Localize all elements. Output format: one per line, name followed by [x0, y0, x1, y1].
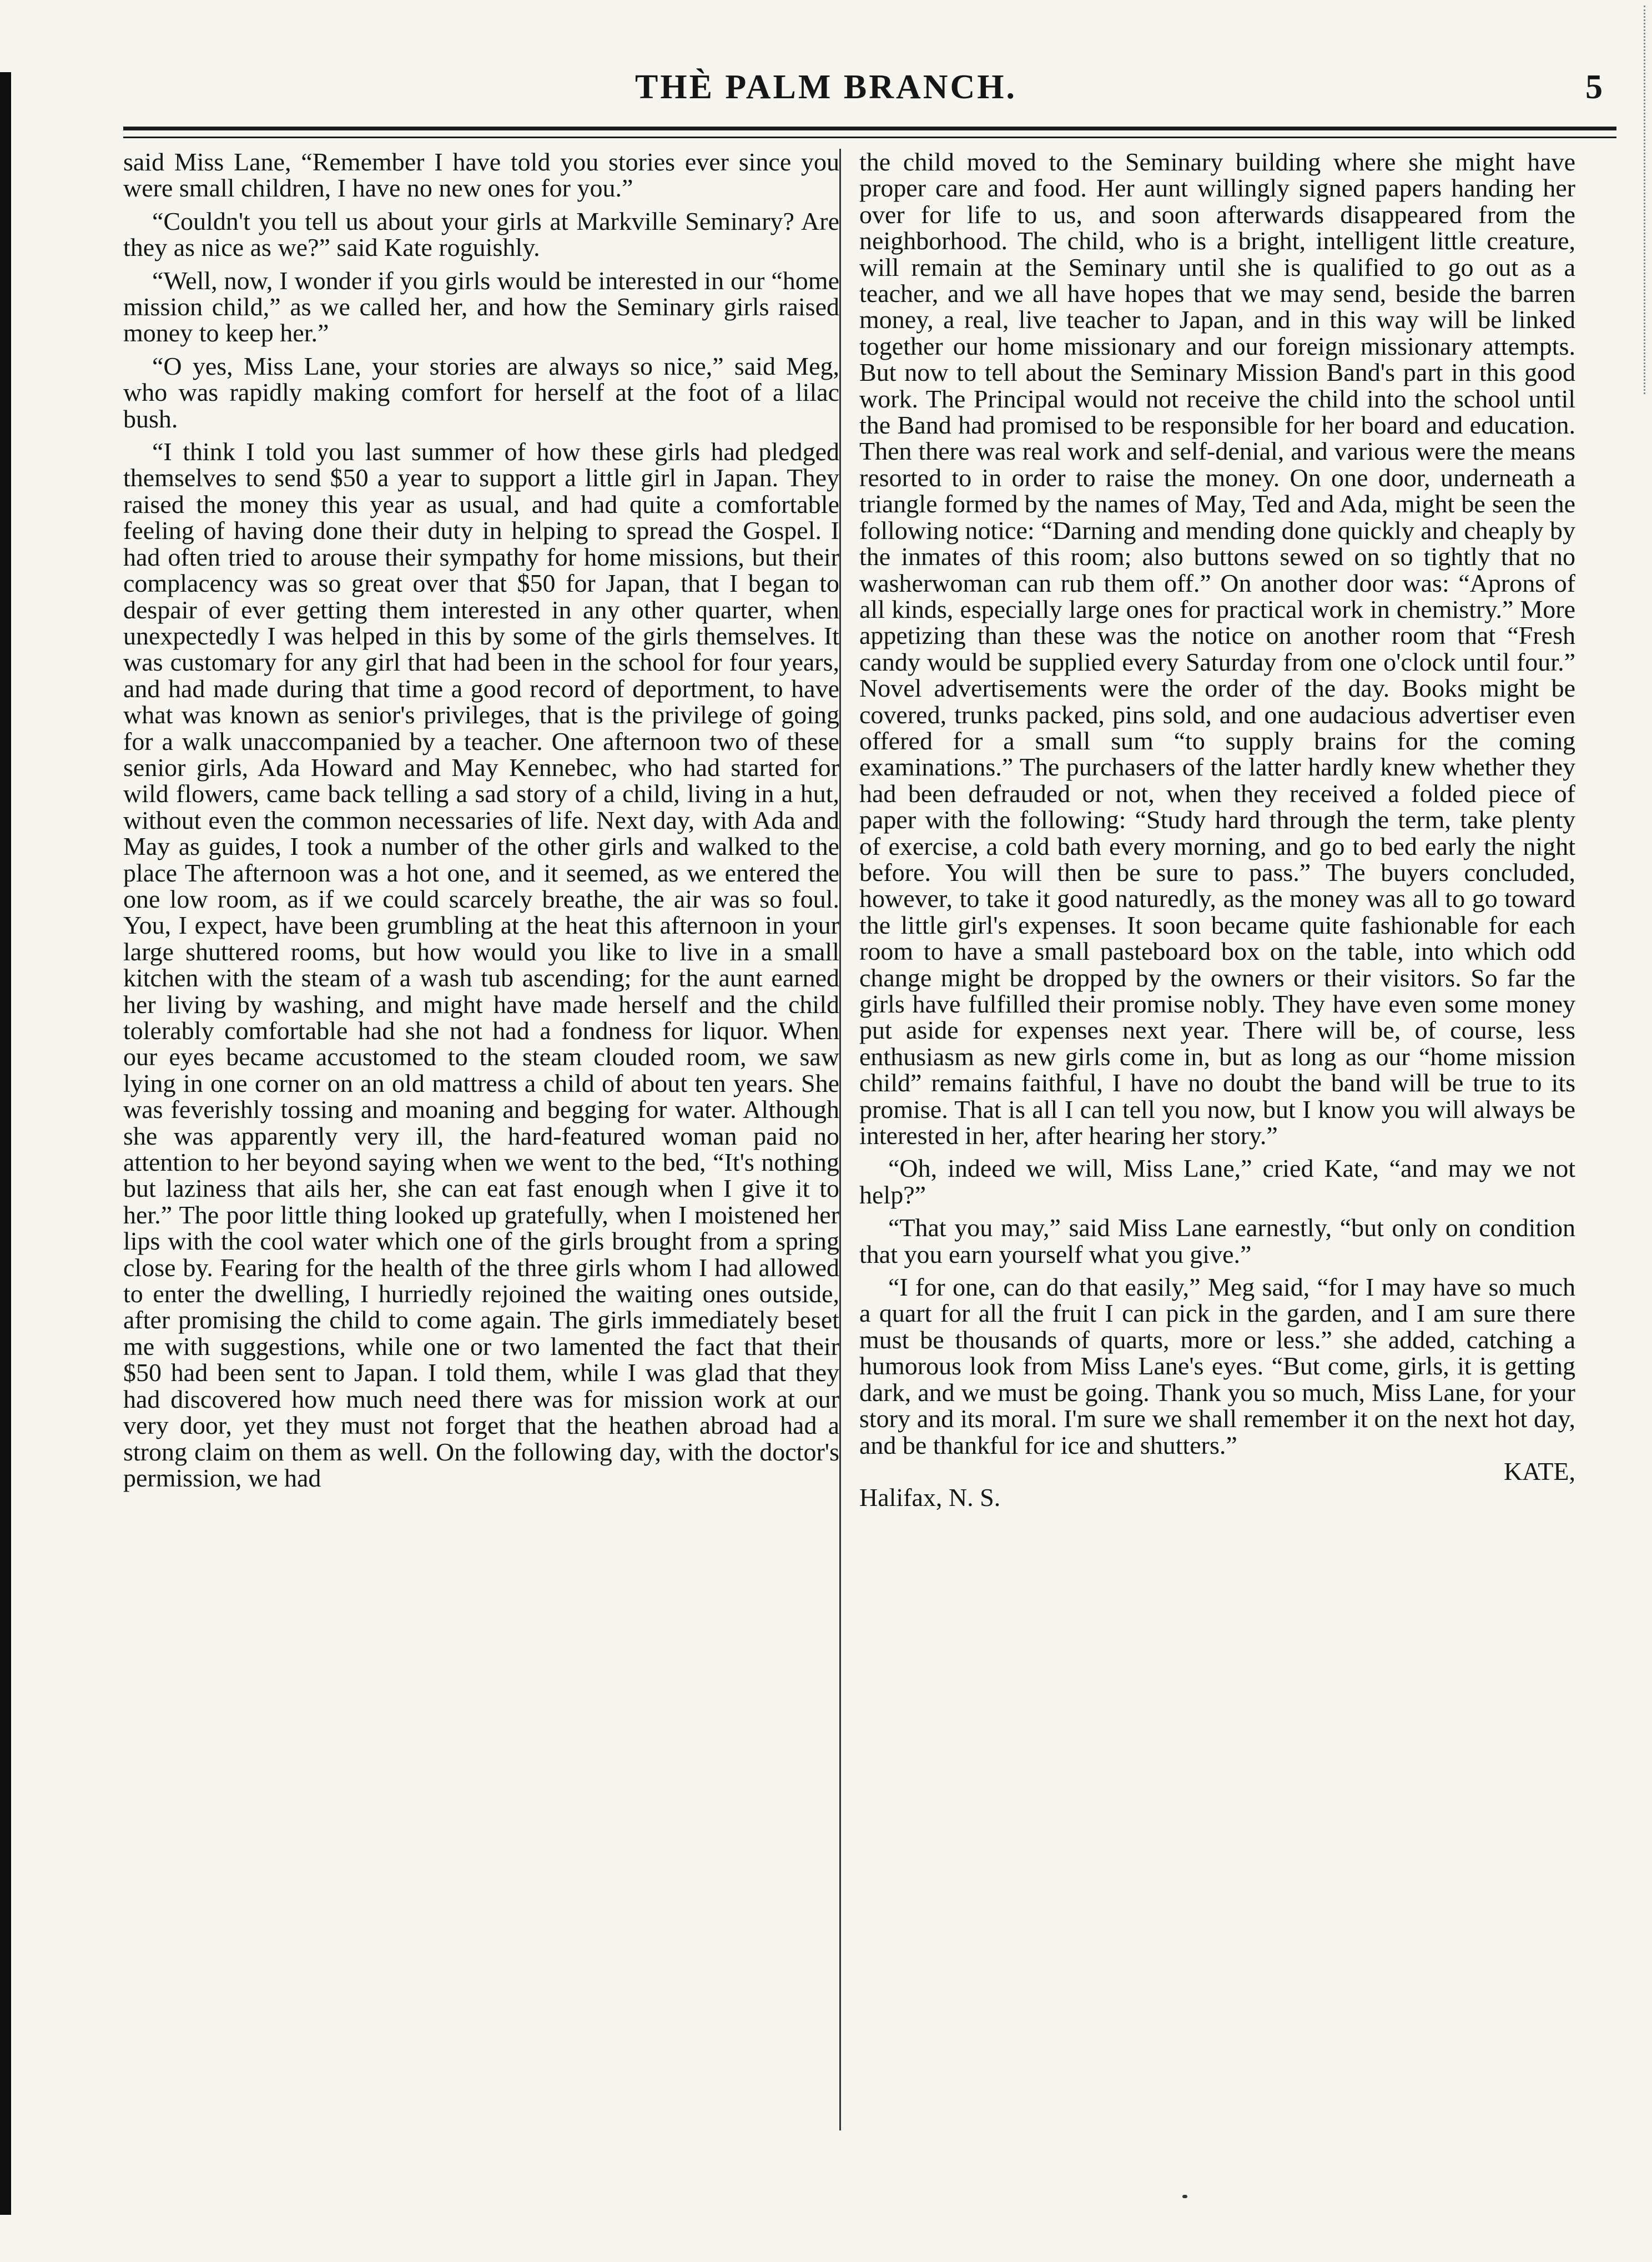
- header-rule-thin: [123, 137, 1616, 138]
- paragraph: “That you may,” said Miss Lane earnestly, “but only on condition that you earn yourself what you give.”: [859, 1213, 1575, 1268]
- page-title: THÈ PALM BRANCH.: [634, 68, 1018, 106]
- paragraph: “I for one, can do that easily,” Meg said, “for I may have so much a quart for all the fruit I can pick in the garden, and I am sure there must be thousands of quarts, more or less.” she added, catching a humorous look from Miss Lane's eyes. “But come, girls, it is getting dark, and we must be going. Thank you so much, Miss Lane, for your story and its moral. I'm sure we shall remember it on the next hot day, and be thankful for ice and shutters.”: [859, 1273, 1575, 1459]
- paragraph: “Oh, indeed we will, Miss Lane,” cried Kate, “and may we not help?”: [859, 1154, 1575, 1209]
- author-place: Halifax, N. S.: [859, 1483, 1001, 1512]
- scan-edge-marks: [1644, 6, 1649, 394]
- paragraph: said Miss Lane, “Remember I have told you stories ever since you were small children, I have no new ones for you.”: [123, 148, 839, 203]
- paragraph: “Well, now, I wonder if you girls would be interested in our “home mission child,” as we called her, and how the Seminary girls raised money to keep her.”: [123, 266, 839, 347]
- header-rule-thick: [123, 127, 1616, 130]
- paragraph: “O yes, Miss Lane, your stories are always so nice,” said Meg, who was rapidly making comfort for herself at the foot of a lilac bush.: [123, 351, 839, 433]
- column-divider: [839, 149, 841, 2130]
- ink-speck: [1182, 2195, 1187, 2198]
- page-number: 5: [1585, 68, 1603, 106]
- paragraph: “Couldn't you tell us about your girls at Markville Seminary? Are they as nice as we?” said Kate roguishly.: [123, 206, 839, 262]
- author-signature: KATE,: [1503, 1457, 1575, 1485]
- signature-line: [859, 1458, 1575, 1484]
- paragraph: “I think I told you last summer of how these girls had pledged themselves to send $50 a year to support a little girl in Japan. They raised the money this year as usual, and had quite a comfortable feeling of having done their duty in helping to spread the Gospel. I had often tried to arouse their sympathy for home missions, but their complacency was so great over that $50 for Japan, that I began to despair of ever getting them interested in any other quarter, when unexpectedly I was helped in this by some of the girls themselves. It was customary for any girl that had been in the school for four years, and had made during that time a good record of deportment, to have what was known as senior's privileges, that is the privilege of going for a walk unaccompanied by a teacher. One afternoon two of these senior girls, Ada Howard and May Kennebec, who had started for wild flowers, came back telling a sad story of a child, living in a hut, without even the common necessaries of life. Next day, with Ada and May as guides, I took a number of the other girls and walked to the place The afternoon was a hot one, and it seemed, as we entered the one low room, as if we could scarcely breathe, the air was so foul. You, I expect, have been grumbling at the heat this afternoon in your large shuttered rooms, but how would you like to live in a small kitchen with the steam of a wash tub ascending; for the aunt earned her living by washing, and might have made herself and the child tolerably comfortable had she not had a fondness for liquor. When our eyes became accustomed to the steam clouded room, we saw lying in one corner on an old mattress a child of about ten years. She was feverishly tossing and moaning and begging for water. Although she was apparently very ill, the hard-featured woman paid no attention to her beyond saying when we went to the bed, “It's nothing but laziness that ails her, she can eat fast enough when I give it to her.” The poor little thing looked up gratefully, when I moistened her lips with the cool water which one of the girls brought from a spring close by. Fearing for the health of the three girls whom I had allowed to enter the dwelling, I hurriedly rejoined the waiting ones outside, after promising the child to come again. The girls immediately beset me with suggestions, while one or two lamented the fact that their $50 had been sent to Japan. I told them, while I was glad that they had discovered how much need there was for mission work at our very door, yet they must not forget that the heathen abroad had a strong claim on them as well. On the following day, with the doctor's permission, we had: [123, 437, 839, 1492]
- left-column: [123, 149, 839, 1491]
- right-column: [859, 149, 1575, 1511]
- paragraph: the child moved to the Seminary building where she might have proper care and food. Her aunt willingly signed papers handing her over for life to us, and soon afterwards disappeared from the neighborhood. The child, who is a bright, intelligent little creature, will remain at the Seminary until she is qualified to go out as a teacher, and we all have hopes that we may send, beside the barren money, a real, live teacher to Japan, and in this way will be linked together our home missionary and our foreign missionary attempts. But now to tell about the Seminary Mission Band's part in this good work. The Principal would not receive the child into the school until the Band had promised to be responsible for her board and education. Then there was real work and self-denial, and various were the means resorted to in order to raise the money. On one door, underneath a triangle formed by the names of May, Ted and Ada, might be seen the following notice: “Darning and mending done quickly and cheaply by the inmates of this room; also buttons sewed on so tightly that no washerwoman can rub them off.” On another door was: “Aprons of all kinds, especially large ones for practical work in chemistry.” More appetizing than these was the notice on another room that “Fresh candy would be supplied every Saturday from one o'clock until four.” Novel advertisements were the order of the day. Books might be covered, trunks packed, pins sold, and one audacious advertiser even offered for a small sum “to supply brains for the coming examinations.” The purchasers of the latter hardly knew whether they had been defrauded or not, when they received a folded piece of paper with the following: “Study hard through the term, take plenty of exercise, a cold bath every morning, and go to bed early the night before. You will then be sure to pass.” The buyers concluded, however, to take it good naturedly, as the money was all to go toward the little girl's expenses. It soon became quite fashionable for each room to have a small pasteboard box on the table, into which odd change might be dropped by the owners or their visitors. So far the girls have fulfilled their promise nobly. They have even some money put aside for expenses next year. There will be, of course, less enthusiasm as new girls come in, but as long as our “home mission child” remains faithful, I have no doubt the band will be true to its promise. That is all I can tell you now, but I know you will always be interested in her, after hearing her story.”: [859, 148, 1575, 1150]
- scan-edge-shadow: [0, 72, 11, 2215]
